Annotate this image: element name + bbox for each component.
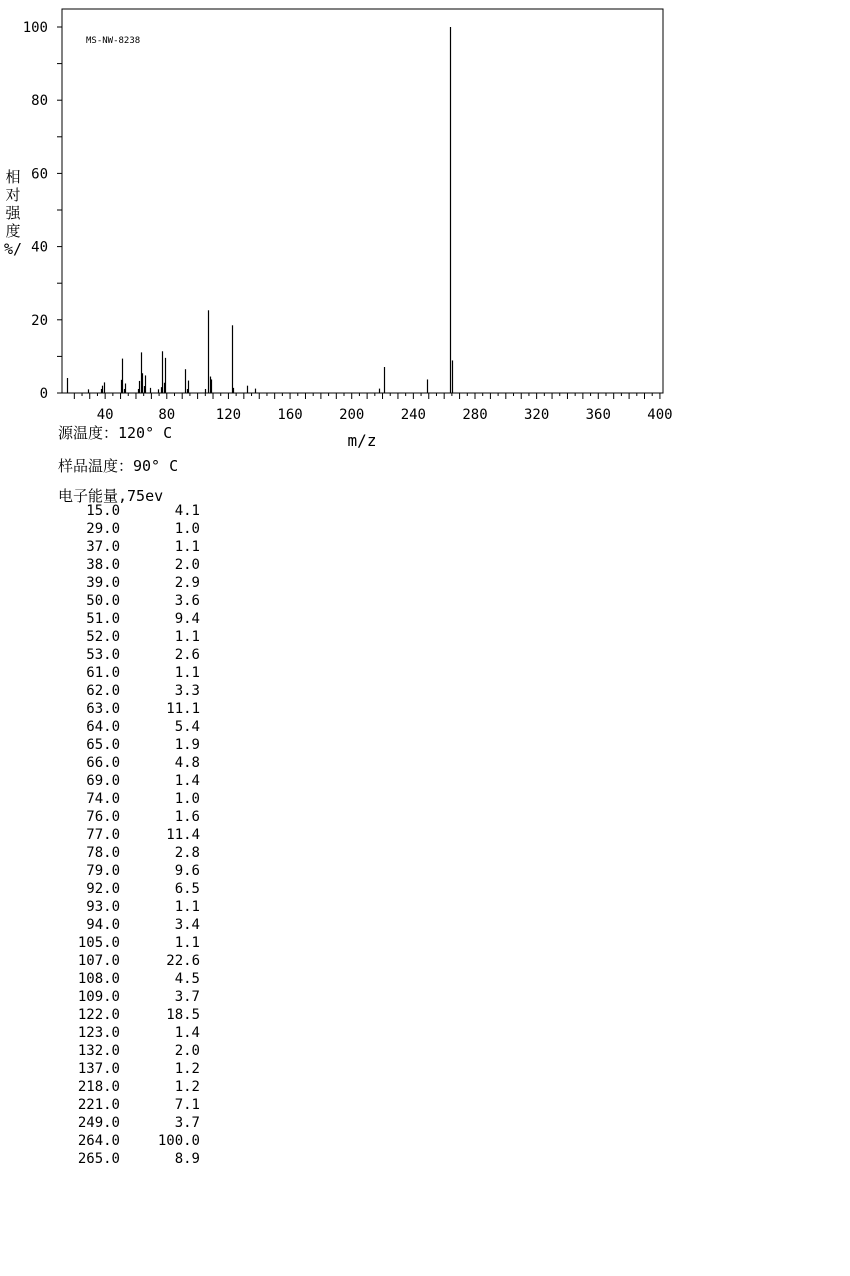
abundance-value: 1.4 [174,1025,200,1041]
table-row [30,970,200,988]
abundance-value: 1.2 [174,1061,200,1077]
abundance-value: 1.1 [174,539,200,555]
abundance-value: 9.4 [174,611,200,627]
abundance-value: 2.6 [174,647,200,663]
mz-value: 69.0 [86,773,120,789]
mz-value: 79.0 [86,863,120,879]
mass-spectrum-chart [0,0,850,460]
mz-value: 50.0 [86,593,120,609]
y-tick-label: 40 [31,239,48,256]
abundance-value: 1.6 [174,809,200,825]
abundance-value: 8.9 [174,1151,200,1167]
x-axis [74,393,672,423]
mz-value: 137.0 [77,1061,120,1077]
abundance-value: 18.5 [166,1007,200,1023]
mz-value: 108.0 [77,971,120,987]
table-row [30,664,200,682]
x-tick-label: 200 [339,407,365,423]
table-row [30,556,200,574]
abundance-value: 4.5 [174,971,200,987]
abundance-value: 6.5 [174,881,200,897]
abundance-value: 2.0 [174,1043,200,1059]
table-row [30,1150,200,1168]
mz-value: 74.0 [86,791,120,807]
mz-value: 61.0 [86,665,120,681]
table-row [30,754,200,772]
mz-value: 15.0 [86,503,120,519]
table-row [30,808,200,826]
mz-value: 218.0 [77,1079,120,1095]
table-row [30,1042,200,1060]
abundance-value: 4.1 [174,503,200,519]
mz-value: 132.0 [77,1043,120,1059]
y-label-char: %/ [3,240,23,258]
mz-value: 53.0 [86,647,120,663]
table-row [30,1096,200,1114]
mz-value: 265.0 [77,1151,120,1167]
abundance-value: 11.4 [166,827,200,843]
x-tick-label: 240 [400,407,427,423]
mz-value: 107.0 [77,953,120,969]
y-axis [23,20,62,402]
table-row [30,628,200,646]
abundance-value: 5.4 [174,719,200,735]
abundance-value: 1.0 [174,791,200,807]
table-row [30,862,200,880]
abundance-value: 11.1 [166,701,200,717]
table-row [30,790,200,808]
table-row [30,844,200,862]
mz-value: 94.0 [86,917,120,933]
mz-value: 92.0 [86,881,120,897]
table-row [30,682,200,700]
abundance-value: 1.1 [174,629,200,645]
abundance-value: 1.1 [174,665,200,681]
source-temperature: 源温度：120° C [58,424,173,442]
abundance-value: 9.6 [174,863,200,879]
y-tick-label: 20 [31,312,48,329]
table-row [30,826,200,844]
x-tick-label: 120 [215,407,242,423]
x-tick-label: 280 [462,407,488,423]
mz-value: 52.0 [86,629,120,645]
y-label-char: 度 [5,222,21,240]
table-row [30,520,200,538]
x-tick-label: 80 [158,407,176,423]
mz-value: 122.0 [77,1007,120,1023]
y-label-char: 强 [5,204,21,222]
abundance-value: 2.0 [174,557,200,573]
table-row [30,1078,200,1096]
mz-value: 51.0 [86,611,120,627]
y-axis-label [4,168,22,258]
mz-value: 249.0 [77,1115,120,1131]
abundance-value: 1.9 [174,737,200,753]
mz-value: 76.0 [86,809,120,825]
abundance-value: 2.9 [174,575,200,591]
abundance-value: 4.8 [174,755,200,771]
x-tick-label: 160 [277,407,303,423]
x-tick-label: 400 [647,407,673,423]
mz-value: 78.0 [86,845,120,861]
y-label-char: 相 [5,168,21,186]
table-row [30,898,200,916]
table-row [30,1060,200,1078]
table-row [30,574,200,592]
table-row [30,700,200,718]
table-row [30,1132,200,1150]
table-row [30,934,200,952]
table-row [30,952,200,970]
mz-value: 39.0 [86,575,120,591]
table-row [30,1114,200,1132]
table-row [30,988,200,1006]
mz-value: 29.0 [86,521,120,537]
abundance-value: 3.6 [174,593,200,609]
table-row [30,1006,200,1024]
abundance-value: 22.6 [166,953,200,969]
mz-value: 66.0 [86,755,120,771]
y-tick-label: 0 [39,386,48,402]
plot-frame [62,9,663,393]
y-tick-label: 80 [31,93,48,110]
table-row [30,880,200,898]
mz-value: 63.0 [86,701,120,717]
abundance-value: 7.1 [174,1097,200,1113]
table-row [30,718,200,736]
table-row [30,538,200,556]
table-row [30,646,200,664]
x-tick-label: 40 [96,407,114,423]
y-label-char: 对 [5,186,21,204]
abundance-value: 3.7 [174,989,200,1005]
table-row [30,916,200,934]
abundance-value: 1.4 [174,773,200,789]
chart-title: MS-NW-8238 [86,36,141,46]
x-tick-label: 360 [585,407,611,423]
x-tick-label: 320 [523,407,550,423]
abundance-value: 1.1 [174,935,200,951]
table-row [30,1024,200,1042]
mz-value: 65.0 [86,737,120,753]
x-axis-label: m/z [347,431,377,450]
abundance-value: 100.0 [157,1133,200,1149]
mz-value: 62.0 [86,683,120,699]
abundance-value: 3.7 [174,1115,200,1131]
y-tick-label: 60 [31,166,48,183]
y-tick-label: 100 [22,20,48,36]
mz-value: 38.0 [86,557,120,573]
mz-value: 264.0 [77,1133,120,1149]
table-row [30,502,200,520]
table-row [30,610,200,628]
abundance-value: 3.3 [174,683,200,699]
mz-value: 64.0 [86,719,120,735]
abundance-value: 2.8 [174,845,200,861]
table-row [30,772,200,790]
abundance-value: 1.0 [174,521,200,537]
mz-value: 105.0 [77,935,120,951]
mz-value: 109.0 [77,989,120,1005]
abundance-value: 1.2 [174,1079,200,1095]
mz-value: 221.0 [77,1097,120,1113]
mz-value: 77.0 [86,827,120,843]
spectrum-peaks [68,27,453,393]
mz-value: 123.0 [77,1025,120,1041]
table-row [30,592,200,610]
abundance-value: 1.1 [174,899,200,915]
mz-value: 37.0 [86,539,120,555]
peak-table [30,502,200,1168]
table-row [30,736,200,754]
mz-value: 93.0 [86,899,120,915]
abundance-value: 3.4 [174,917,200,933]
sample-temperature: 样品温度：90° C [58,457,179,475]
electron-energy: 电子能量,75ev [58,487,164,505]
